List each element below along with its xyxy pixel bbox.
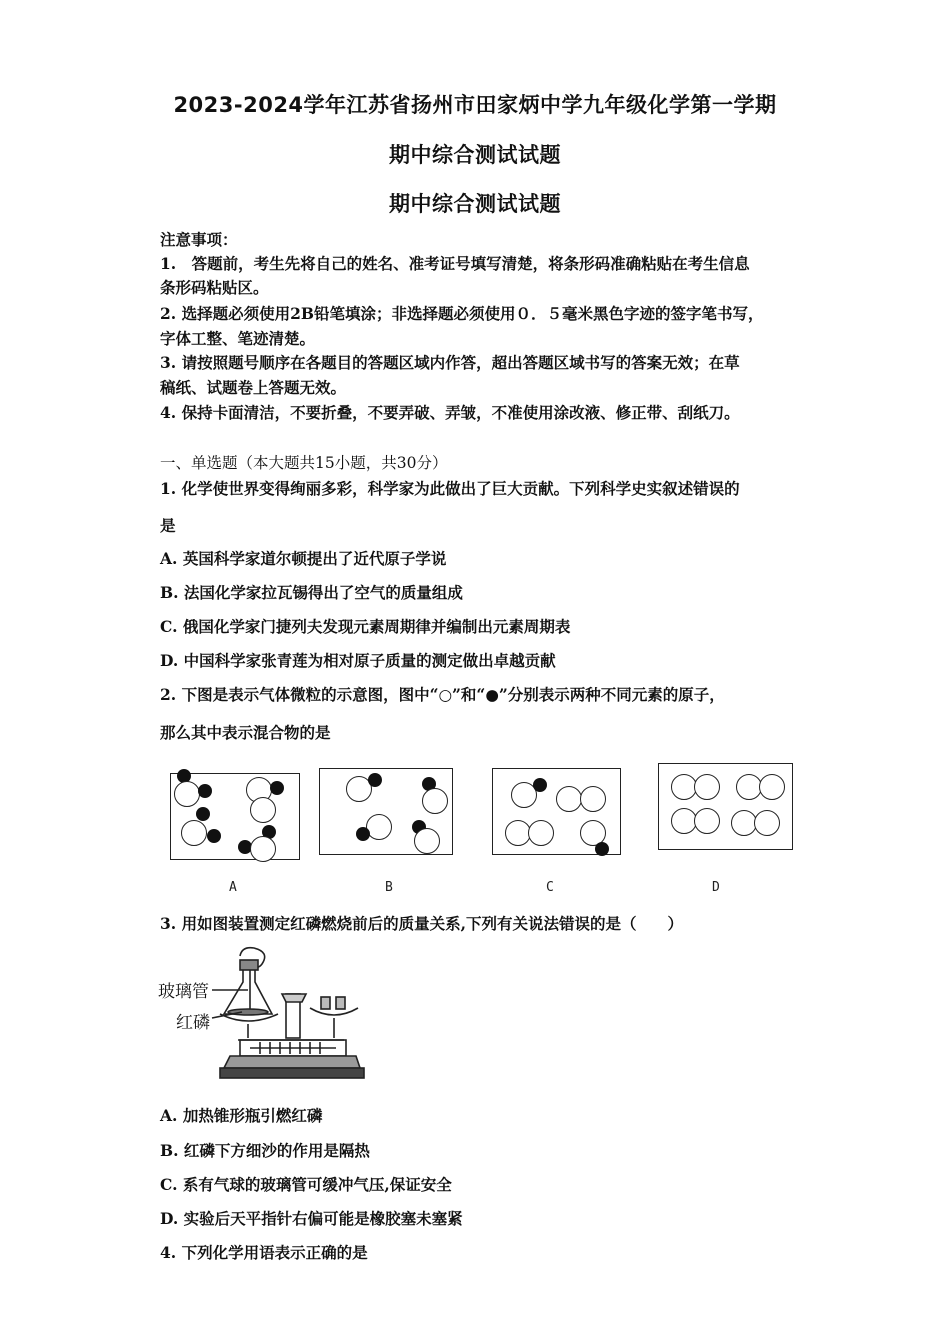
white-atom xyxy=(759,774,785,800)
notice-item: 字体工整、笔迹清楚。 xyxy=(160,329,316,348)
title-line-1: 2023-2024学年江苏省扬州市田家炳中学九年级化学第一学期 xyxy=(173,93,777,117)
q2-stem: 2. 下图是表示气体微粒的示意图，图中“○”和“●”分别表示两种不同元素的原子， xyxy=(160,685,725,704)
black-atom xyxy=(196,807,210,821)
option-label-c: C xyxy=(546,880,554,895)
option-label-d: D xyxy=(712,880,720,895)
q1-option-a: A. 英国科学家道尔顿提出了近代原子学说 xyxy=(160,549,447,568)
q3-stem: 3. 用如图装置测定红磷燃烧前后的质量关系,下列有关说法错误的是（ ） xyxy=(160,914,683,933)
notice-item: 1. 答题前，考生先将自己的姓名、准考证号填写清楚，将条形码准确粘贴在考生信息 xyxy=(160,254,750,273)
notice-heading: 注意事项： xyxy=(160,230,238,249)
glass-tube-label: 玻璃管 xyxy=(158,982,209,1002)
notice-item: 4. 保持卡面清洁，不要折叠，不要弄破、弄皱，不准使用涂改液、修正带、刮纸刀。 xyxy=(160,403,740,422)
q3-option-c: C. 系有气球的玻璃管可缓冲气压,保证安全 xyxy=(160,1175,452,1194)
white-atom xyxy=(250,797,276,823)
option-label-a: A xyxy=(229,880,237,895)
section-heading: 一、单选题（本大题共15小题，共30分） xyxy=(160,454,448,472)
q1-stem-cont: 是 xyxy=(160,516,176,535)
white-atom xyxy=(181,820,207,846)
notice-item: 条形码粘贴区。 xyxy=(160,278,269,297)
white-atom xyxy=(754,810,780,836)
q1-option-b: B. 法国化学家拉瓦锡得出了空气的质量组成 xyxy=(160,583,463,602)
white-atom xyxy=(528,820,554,846)
white-atom xyxy=(414,828,440,854)
balance-apparatus-figure xyxy=(210,942,370,1084)
black-atom xyxy=(368,773,382,787)
white-atom xyxy=(174,781,200,807)
q3-option-d: D. 实验后天平指针右偏可能是橡胶塞未塞紧 xyxy=(160,1209,463,1228)
black-atom xyxy=(533,778,547,792)
black-atom xyxy=(207,829,221,843)
black-atom xyxy=(198,784,212,798)
q4-stem: 4. 下列化学用语表示正确的是 xyxy=(160,1243,368,1262)
title-line-2: 期中综合测试试题 xyxy=(389,143,561,167)
notice-item: 3. 请按照题号顺序在各题目的答题区域内作答，超出答题区域书写的答案无效；在草 xyxy=(160,353,740,372)
white-atom xyxy=(250,836,276,862)
black-atom xyxy=(270,781,284,795)
notice-item: 稿纸、试题卷上答题无效。 xyxy=(160,378,347,397)
white-atom xyxy=(556,786,582,812)
q3-option-a: A. 加热锥形瓶引燃红磷 xyxy=(160,1106,323,1125)
notice-item: 2. 选择题必须使用2B铅笔填涂；非选择题必须使用０．５毫米黑色字迹的签字笔书写， xyxy=(160,304,764,323)
q2-stem-cont: 那么其中表示混合物的是 xyxy=(160,723,331,742)
white-atom xyxy=(366,814,392,840)
q1-option-c: C. 俄国化学家门捷列夫发现元素周期律并编制出元素周期表 xyxy=(160,617,571,636)
q1-option-d: D. 中国科学家张青莲为相对原子质量的测定做出卓越贡献 xyxy=(160,651,556,670)
white-atom xyxy=(580,786,606,812)
white-atom xyxy=(422,788,448,814)
black-atom xyxy=(356,827,370,841)
title-line-3: 期中综合测试试题 xyxy=(389,192,561,216)
white-atom xyxy=(694,774,720,800)
q3-option-b: B. 红磷下方细沙的作用是隔热 xyxy=(160,1141,370,1160)
q1-stem: 1. 化学使世界变得绚丽多彩，科学家为此做出了巨大贡献。下列科学史实叙述错误的 xyxy=(160,479,740,498)
black-atom xyxy=(595,842,609,856)
red-phosphorus-label: 红磷 xyxy=(176,1013,210,1033)
white-atom xyxy=(694,808,720,834)
option-label-b: B xyxy=(385,880,393,895)
